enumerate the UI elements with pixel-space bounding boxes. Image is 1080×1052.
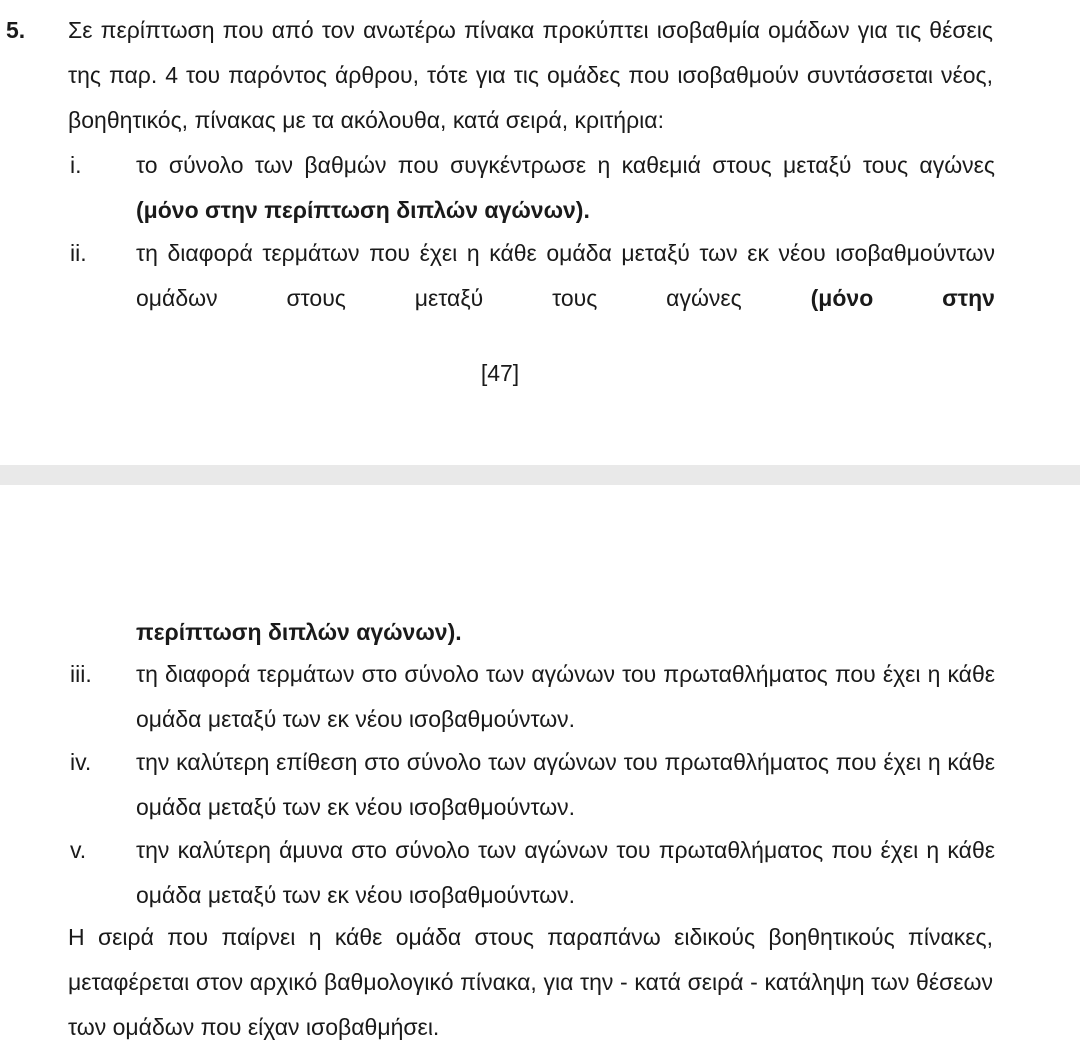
item-numeral: iv. — [70, 749, 92, 775]
item-text: την καλύτερη επίθεση στο σύνολο των αγώνων του πρωταθλήματος που έχει η κάθε ομάδα μεταξύ των εκ νέου ισοβαθμούντων. — [136, 749, 995, 820]
item-numeral: v. — [70, 837, 87, 863]
document-page-bottom — [0, 485, 1080, 1052]
item-text — [136, 231, 995, 321]
page-number: [47] — [480, 360, 520, 386]
paragraph-intro: Σε περίπτωση που από τον ανωτέρω πίνακα προκύπτει ισοβαθμία ομάδων για τις θέσεις της παρ. 4 του παρόντος άρθρου, τότε για τις ομάδες που ισοβαθμούν συντάσσεται νέος, βοηθητικός, πίνακας με τα ακόλουθα, κατά σειρά, κριτήρια: — [68, 17, 993, 133]
item-numeral: i. — [70, 152, 82, 178]
paragraph-number: 5. — [6, 17, 26, 43]
item-text-regular: τη διαφορά τερμάτων που έχει η κάθε ομάδα μεταξύ των εκ νέου ισοβαθμούντων ομάδων στους μεταξύ τους αγώνες — [136, 240, 995, 311]
page-break-divider — [0, 465, 1080, 485]
document-page-top — [0, 0, 1080, 465]
item-text-bold: (μόνο στην περίπτωση διπλών αγώνων). — [136, 197, 590, 223]
item-ii-continuation: περίπτωση διπλών αγώνων). — [136, 619, 462, 645]
item-numeral: iii. — [70, 661, 92, 687]
closing-paragraph: Η σειρά που παίρνει η κάθε ομάδα στους παραπάνω ειδικούς βοηθητικούς πίνακες, μεταφέρεται στον αρχικό βαθμολογικό πίνακα, για την - κατά σειρά - κατάληψη των θέσεων των ομάδων που είχαν ισοβαθμήσει. — [68, 924, 993, 1040]
item-text-bold: (μόνο στην — [810, 285, 995, 311]
item-text: την καλύτερη άμυνα στο σύνολο των αγώνων του πρωταθλήματος που έχει η κάθε ομάδα μεταξύ των εκ νέου ισοβαθμούντων. — [136, 837, 995, 908]
item-text-regular: το σύνολο των βαθμών που συγκέντρωσε η καθεμιά στους μεταξύ τους αγώνες — [136, 152, 995, 178]
item-text — [136, 143, 995, 233]
item-text: τη διαφορά τερμάτων στο σύνολο των αγώνων του πρωταθλήματος που έχει η κάθε ομάδα μεταξύ των εκ νέου ισοβαθμούντων. — [136, 661, 995, 732]
item-numeral: ii. — [70, 240, 87, 266]
